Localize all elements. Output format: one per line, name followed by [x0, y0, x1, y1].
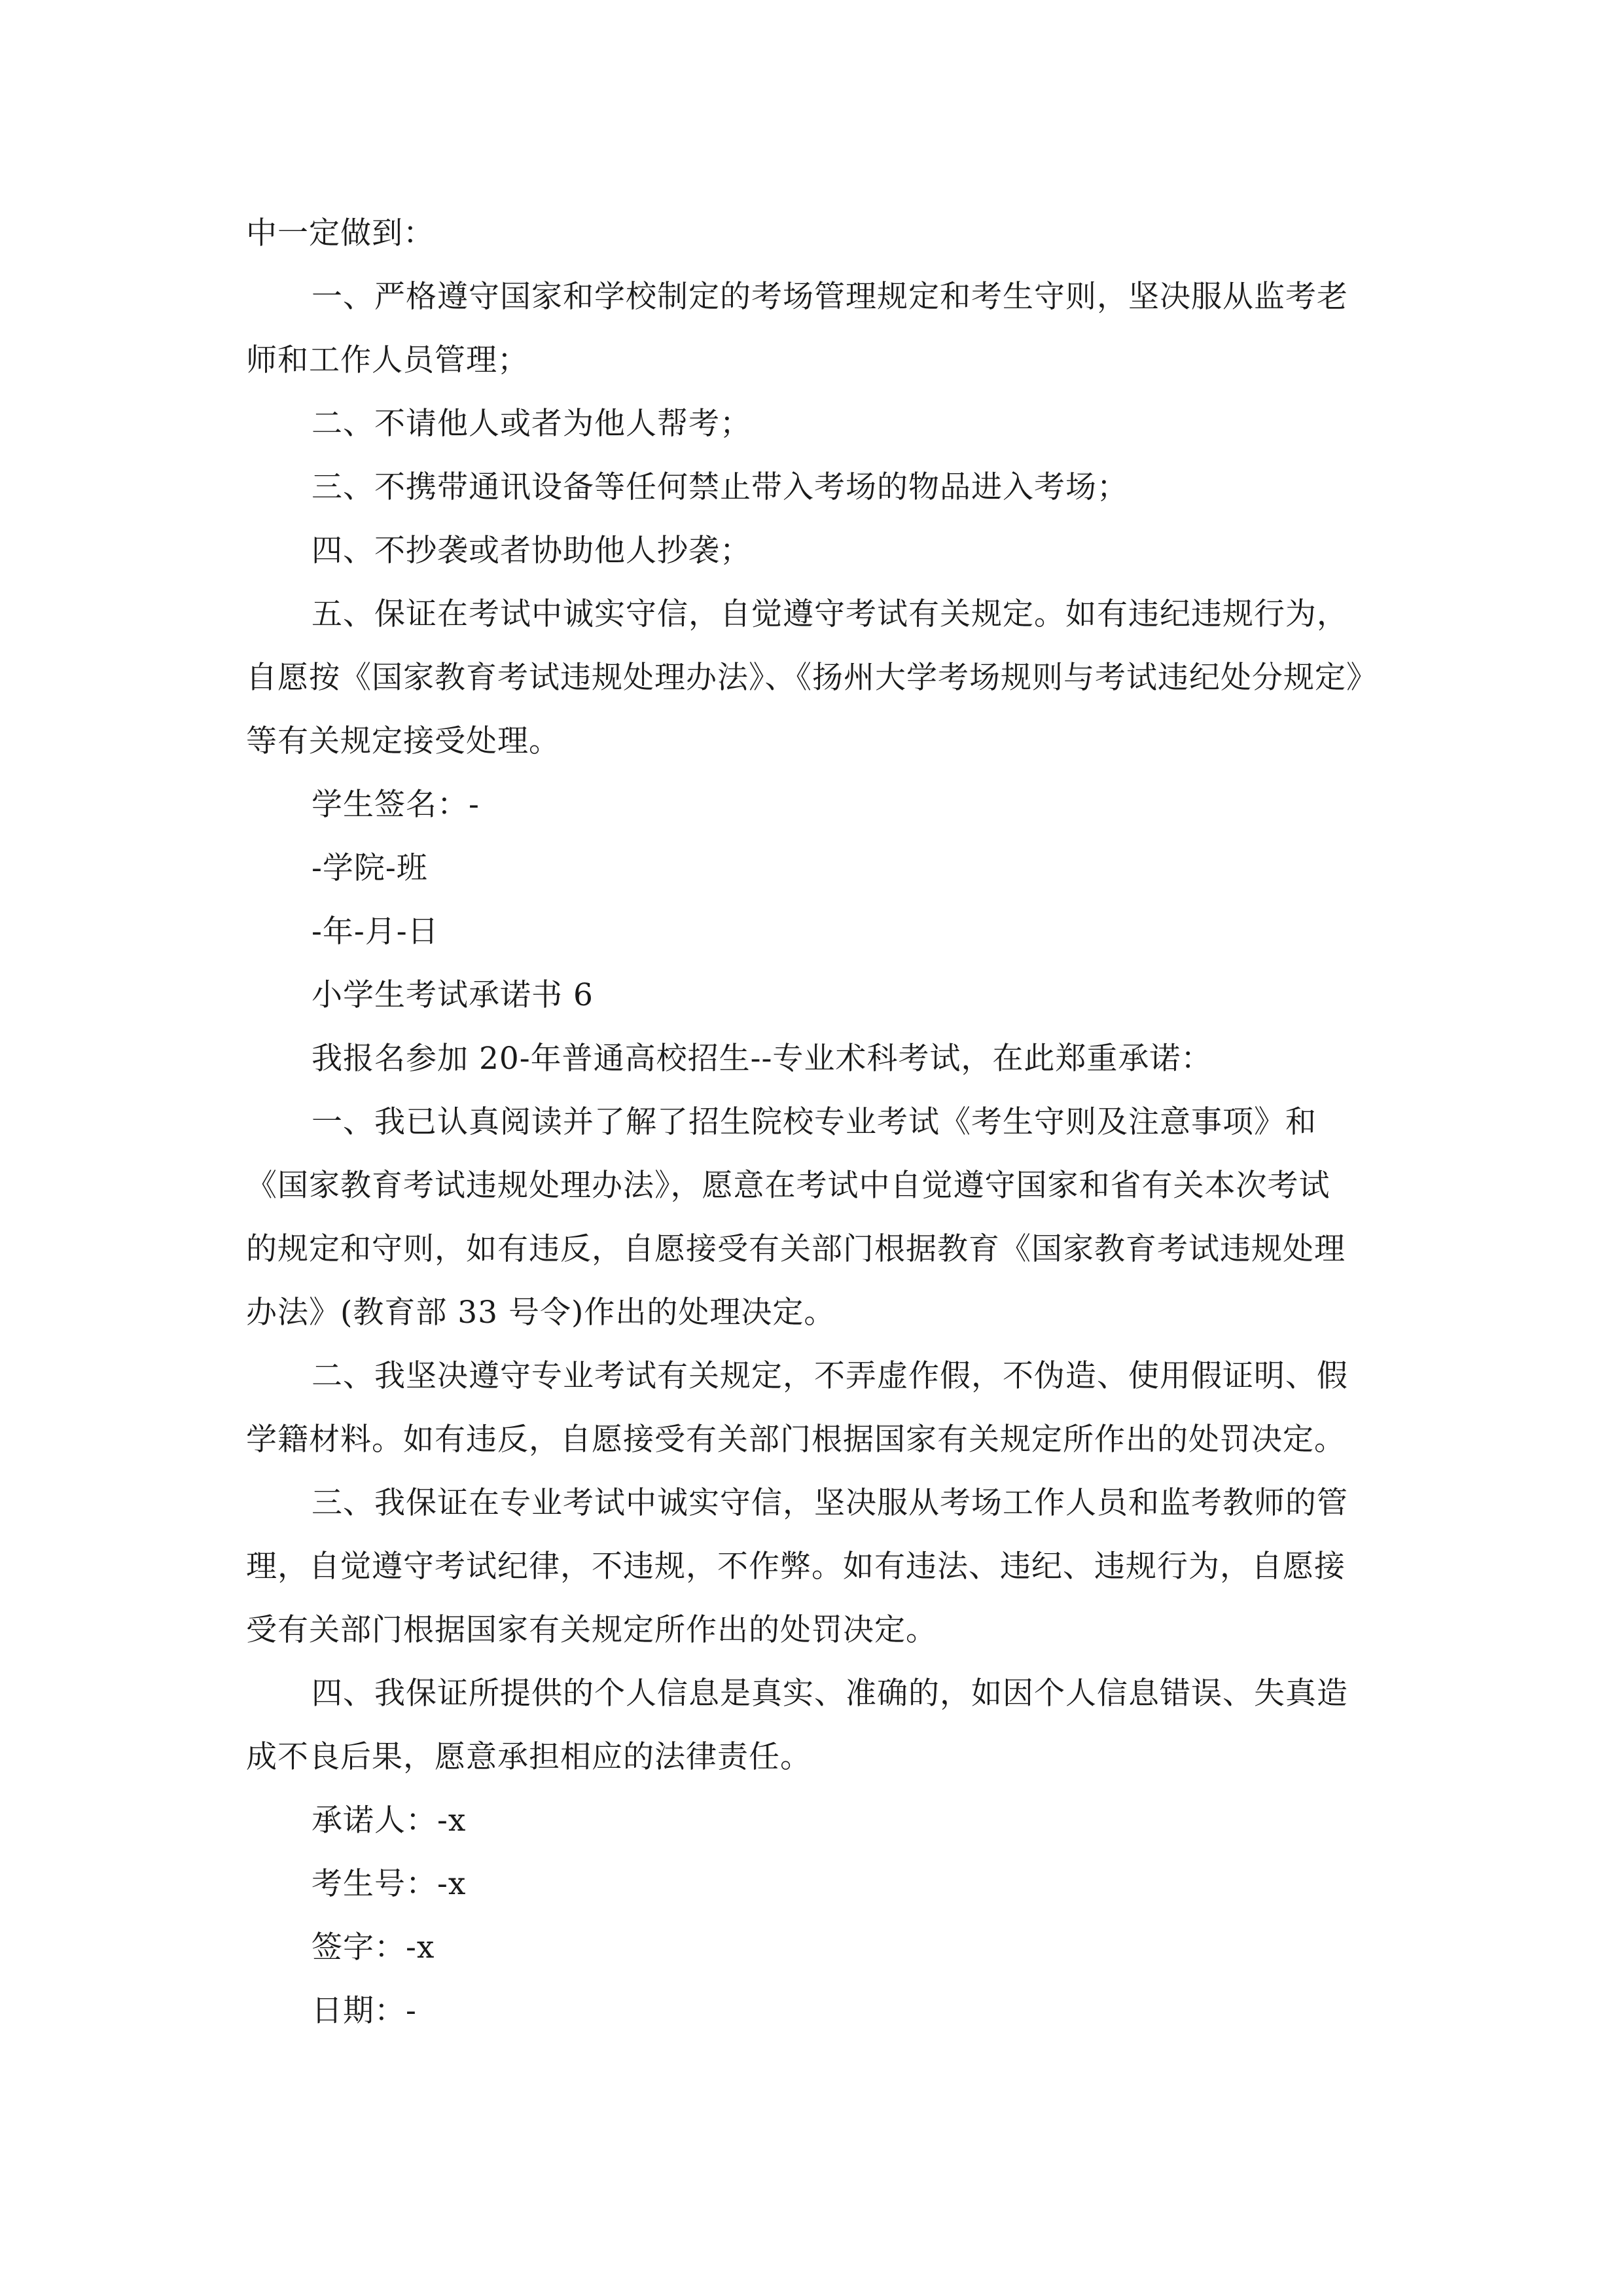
text-line: 三、不携带通讯设备等任何禁止带入考场的物品进入考场；: [312, 469, 1128, 505]
text-line: -年-月-日: [312, 914, 439, 950]
document-body: [246, 202, 1398, 2043]
text-line: 成不良后果，愿意承担相应的法律责任。: [246, 1739, 812, 1775]
text-line: 中一定做到：: [246, 215, 435, 251]
text-line: 学生签名：-: [312, 787, 480, 823]
text-line: 二、不请他人或者为他人帮考；: [312, 406, 751, 442]
text-line: 学籍材料。如有违反，自愿接受有关部门根据国家有关规定所作出的处罚决定。: [246, 1422, 1346, 1458]
text-line: 办法》(教育部 33 号令)作出的处理决定。: [246, 1295, 836, 1331]
text-line: 签字：-x: [312, 1929, 435, 1965]
text-line: 五、保证在考试中诚实守信，自觉遵守考试有关规定。如有违纪违规行为，: [312, 596, 1348, 632]
text-line: 师和工作人员管理；: [246, 342, 529, 378]
text-line: 小学生考试承诺书 6: [312, 977, 594, 1013]
text-line: 的规定和守则，如有违反，自愿接受有关部门根据教育《国家教育考试违规处理: [246, 1231, 1346, 1267]
text-line: 我报名参加 20-年普通高校招生--专业术科考试，在此郑重承诺：: [312, 1041, 1213, 1077]
text-line: 等有关规定接受处理。: [246, 723, 560, 759]
text-line: 四、我保证所提供的个人信息是真实、准确的，如因个人信息错误、失真造: [312, 1676, 1348, 1712]
text-line: 三、我保证在专业考试中诚实守信，坚决服从考场工作人员和监考教师的管: [312, 1485, 1348, 1521]
text-line: 四、不抄袭或者协助他人抄袭；: [312, 533, 751, 569]
text-line: 一、严格遵守国家和学校制定的考场管理规定和考生守则，坚决服从监考老: [312, 279, 1348, 315]
text-line: 理，自觉遵守考试纪律，不违规，不作弊。如有违法、违纪、违规行为，自愿接: [246, 1549, 1346, 1585]
text-line: 一、我已认真阅读并了解了招生院校专业考试《考生守则及注意事项》和: [312, 1104, 1317, 1140]
text-line: 自愿按《国家教育考试违规处理办法》、《扬州大学考场规则与考试违纪处分规定》: [246, 660, 1378, 696]
text-line: 日期：-: [312, 1993, 417, 2029]
text-line: -学院-班: [312, 850, 428, 886]
text-line: 受有关部门根据国家有关规定所作出的处罚决定。: [246, 1612, 937, 1648]
text-line: 考生号：-x: [312, 1866, 467, 1902]
text-line: 承诺人：-x: [312, 1803, 467, 1839]
text-line: 二、我坚决遵守专业考试有关规定，不弄虚作假，不伪造、使用假证明、假: [312, 1358, 1348, 1394]
text-line: 《国家教育考试违规处理办法》，愿意在考试中自觉遵守国家和省有关本次考试: [246, 1168, 1330, 1204]
